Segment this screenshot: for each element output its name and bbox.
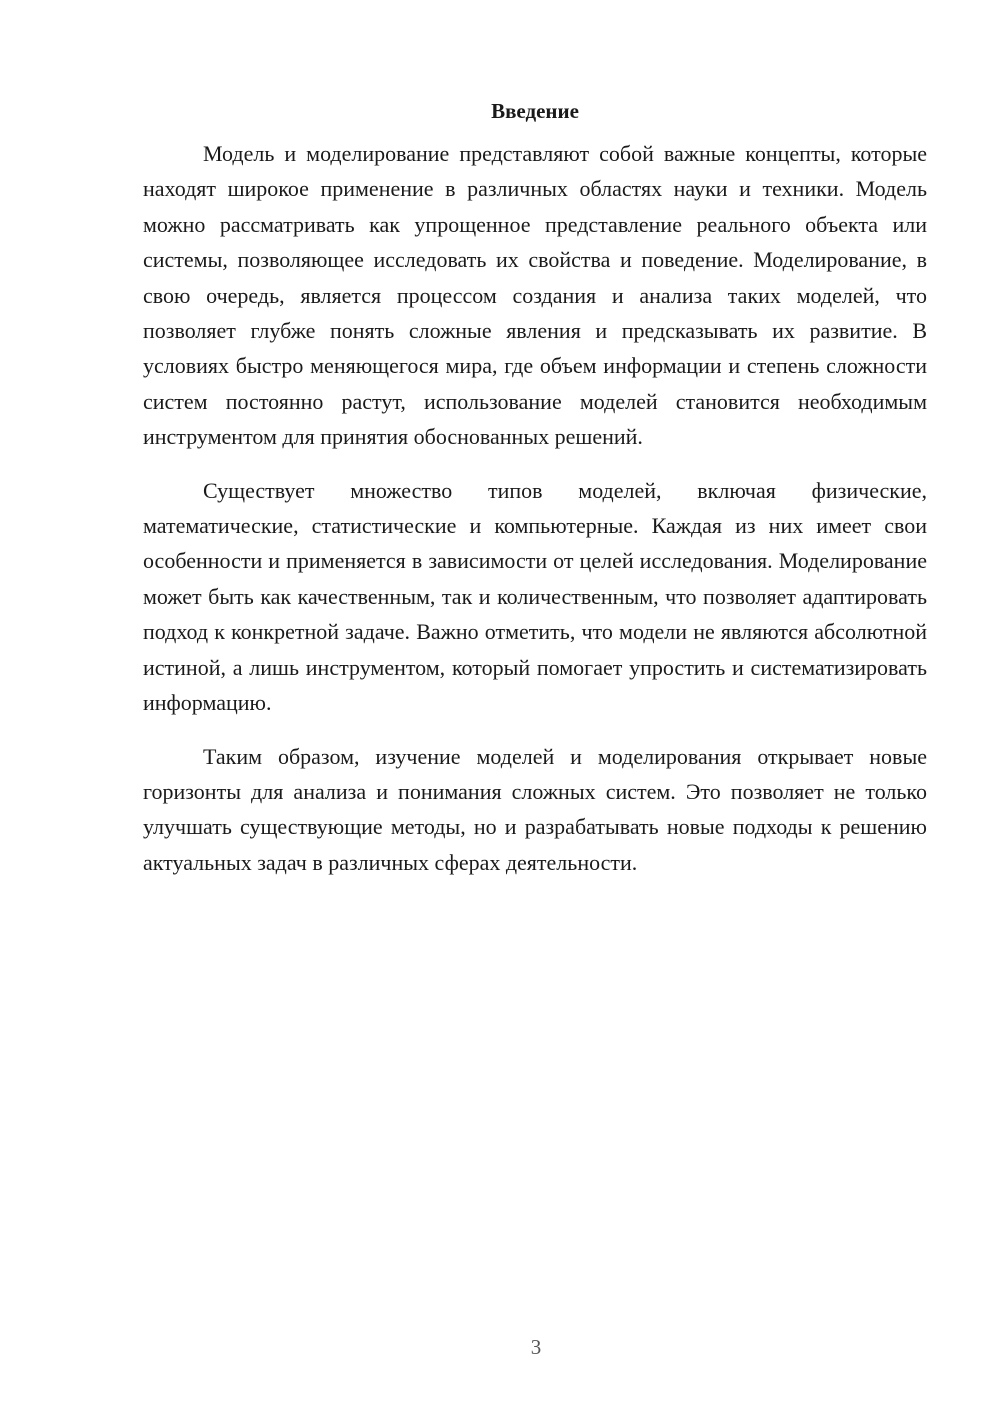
paragraph-1: Модель и моделирование представляют собой важные концепты, которые находят широкое применение в различных областях науки и техники. Модель можно рассматривать как упрощенное представление реального объекта или системы, позволяющее исследовать их свойства и поведение. Моделирование, в свою очередь, является процессом создания и анализа таких моделей, что позволяет глубже понять сложные явления и предсказывать их развитие. В условиях быстро меняющегося мира, где объем информации и степень сложности систем постоянно растут, использование моделей становится необходимым инструментом для принятия обоснованных решений. (143, 141, 927, 450)
section-title: Введение (491, 99, 579, 123)
page-content (143, 96, 927, 880)
paragraph-3: Таким образом, изучение моделей и моделирования открывает новые горизонты для анализа и понимания сложных систем. Это позволяет не только улучшать существующие методы, но и разрабатывать новые подходы к решению актуальных задач в различных сферах деятельности. (143, 743, 927, 875)
page-number: 3 (530, 1335, 542, 1359)
paragraph-2: Существует множество типов моделей, включая физические, математические, статистические и компьютерные. Каждая из них имеет свои особенности и применяется в зависимости от целей исследования. Моделирование может быть как качественным, так и количественным, что позволяет адаптировать подход к конкретной задаче. Важно отметить, что модели не являются абсолютной истиной, а лишь инструментом, который помогает упростить и систематизировать информацию. (143, 477, 927, 716)
